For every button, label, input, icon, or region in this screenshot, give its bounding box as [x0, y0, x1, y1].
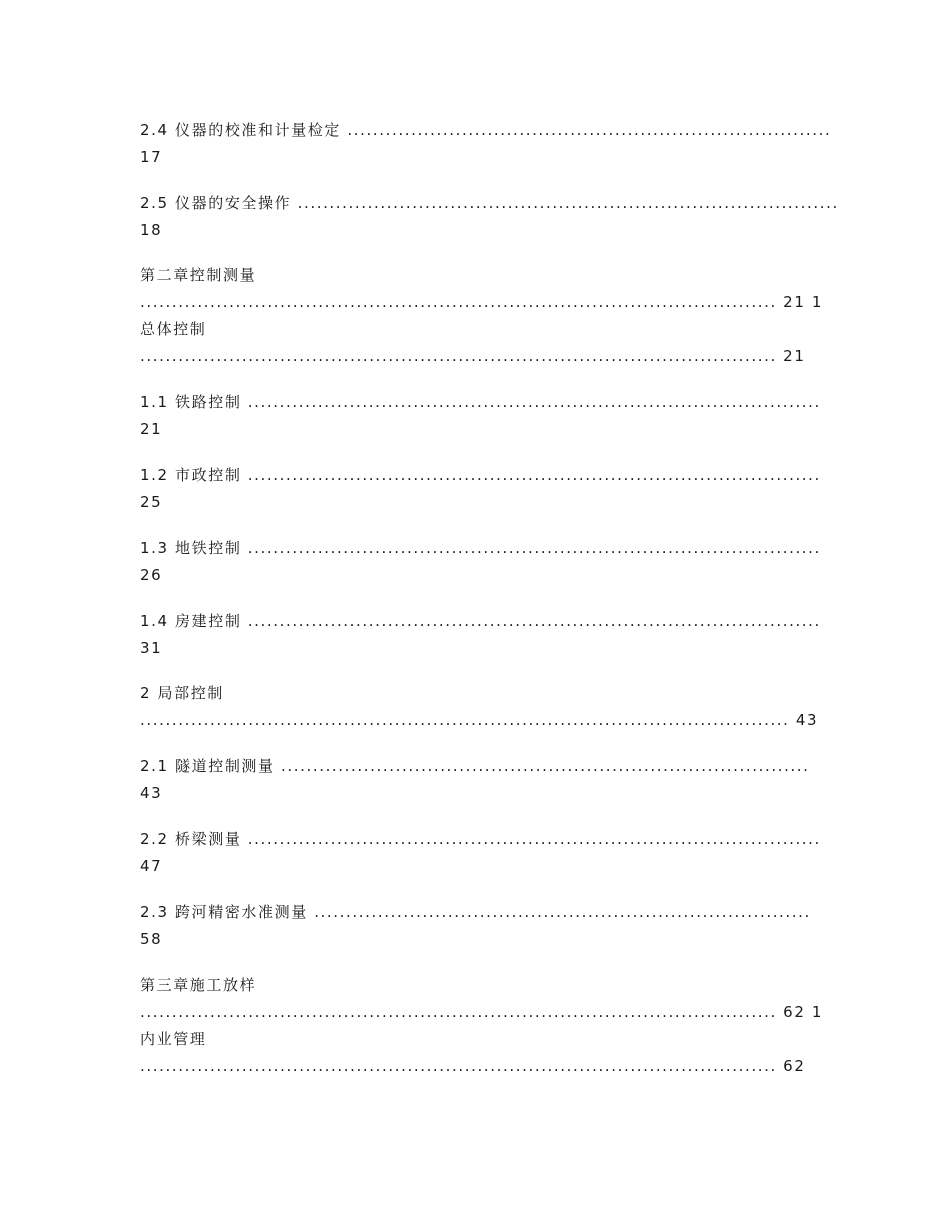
toc-page-number: 21 [140, 420, 163, 438]
toc-leader-line: .................................................................................................... 62 1 [140, 1003, 823, 1021]
toc-page-number: 43 [140, 784, 163, 802]
toc-entry-2-1: 2.1 隧道控制测量 ................................................................................... [140, 757, 810, 775]
toc-leader-line: ...................................................................................................... 43 [140, 711, 819, 729]
toc-entry-1-3: 1.3 地铁控制 .......................................................................................... [140, 539, 821, 557]
toc-chapter-2: 第二章控制测量 [140, 266, 257, 284]
toc-entry-overall-control: 总体控制 [140, 320, 207, 338]
toc-entry-2-4: 2.4 仪器的校准和计量检定 ............................................................................ [140, 121, 832, 139]
toc-entry-1-1: 1.1 铁路控制 .......................................................................................... [140, 393, 821, 411]
toc-entry-1-2: 1.2 市政控制 .......................................................................................... [140, 466, 821, 484]
toc-entry-2-2: 2.2 桥梁测量 .......................................................................................... [140, 830, 821, 848]
toc-chapter-3: 第三章施工放样 [140, 976, 257, 994]
toc-entry-1-4: 1.4 房建控制 .......................................................................................... [140, 612, 821, 630]
toc-entry-2-3: 2.3 跨河精密水准测量 .............................................................................. [140, 903, 811, 921]
toc-page-number: 58 [140, 930, 163, 948]
toc-entry-2-5: 2.5 仪器的安全操作 ..................................................................................... [140, 194, 839, 212]
toc-entry-internal-management: 内业管理 [140, 1030, 207, 1048]
toc-page-number: 25 [140, 493, 163, 511]
toc-page-number: 17 [140, 148, 163, 166]
toc-page-number: 47 [140, 857, 163, 875]
toc-leader-line: .................................................................................................... 21 1 [140, 293, 823, 311]
toc-leader-line: .................................................................................................... 62 [140, 1057, 806, 1075]
toc-leader-line: .................................................................................................... 21 [140, 347, 806, 365]
toc-page-number: 18 [140, 221, 163, 239]
toc-page-number: 31 [140, 639, 163, 657]
toc-entry-2-local: 2 局部控制 [140, 684, 224, 702]
toc-page-number: 26 [140, 566, 163, 584]
